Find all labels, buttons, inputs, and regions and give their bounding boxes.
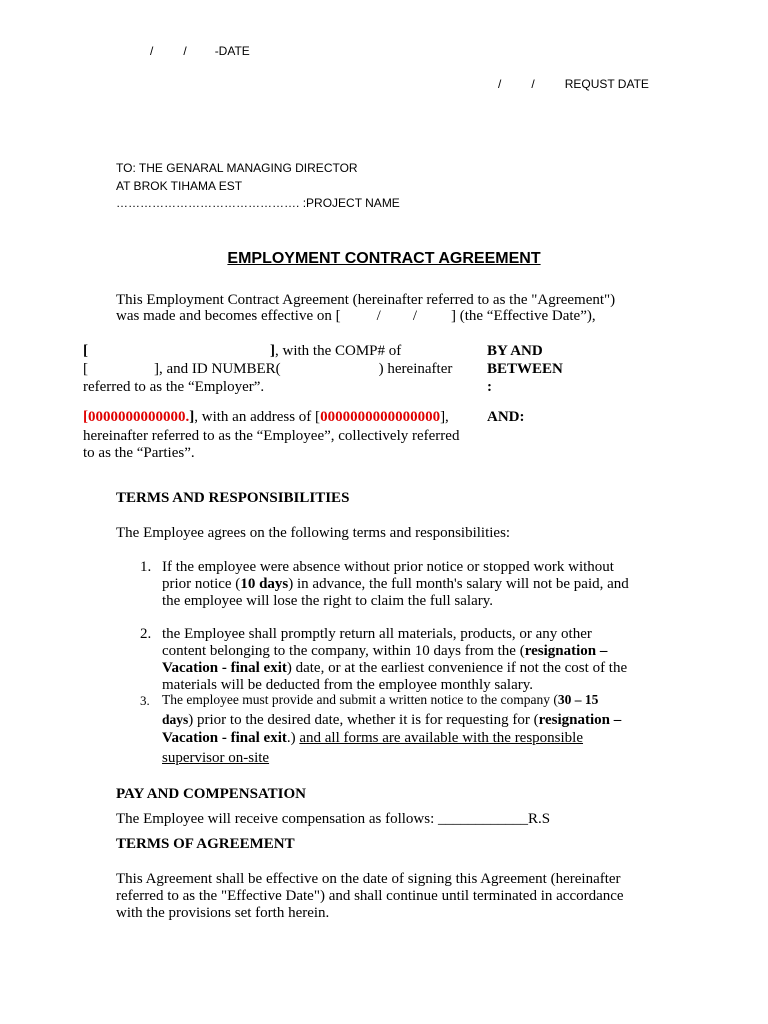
terms-of-agreement-heading: TERMS OF AGREEMENT bbox=[116, 836, 295, 852]
project-label: :PROJECT NAME bbox=[302, 196, 400, 210]
between-label: BETWEEN bbox=[487, 361, 563, 377]
pay-line: The Employee will receive compensation as follows: ____________R.S bbox=[116, 811, 551, 827]
project-dots: ………………………………………. bbox=[116, 196, 300, 210]
request-date-line bbox=[498, 77, 649, 91]
employee-line-1: [0000000000000.], with an address of [0000000000000000], bbox=[83, 409, 449, 425]
agreement-line-3: with the provisions set forth herein. bbox=[116, 905, 330, 921]
intro-line-2: was made and becomes effective on [ / / ] (the “Effective Date”), bbox=[116, 308, 596, 324]
agreement-line-2: referred to as the "Effective Date") and shall continue until terminated in accordance bbox=[116, 888, 624, 904]
employee-code: 0000000000000. bbox=[88, 409, 190, 425]
item3-line-1: The employee must provide and submit a written notice to the company (30 – 15 bbox=[162, 692, 599, 707]
list-item-number: 2. bbox=[140, 626, 152, 642]
date-label: -DATE bbox=[214, 44, 250, 58]
employer-line-1: [ ], with the COMP# of bbox=[83, 343, 402, 359]
and-label: AND: bbox=[487, 409, 525, 425]
item2-line-3: Vacation - final exit) date, or at the earliest convenience if not the cost of the bbox=[162, 660, 628, 676]
item3-line-3: Vacation - final exit.) and all forms are available with the responsible bbox=[162, 730, 584, 746]
list-item-number: 3. bbox=[140, 693, 150, 708]
document-title: EMPLOYMENT CONTRACT AGREEMENT bbox=[227, 250, 541, 267]
terms-heading: TERMS AND RESPONSIBILITIES bbox=[116, 490, 350, 506]
list-item-number: 1. bbox=[140, 559, 152, 575]
request-date-label: REQUST DATE bbox=[564, 77, 649, 91]
employer-line-2: [ ], and ID NUMBER( ) hereinafter bbox=[83, 361, 453, 377]
employee-address-code: 0000000000000000 bbox=[320, 409, 441, 425]
date-slash: / bbox=[183, 44, 187, 58]
project-line bbox=[116, 196, 400, 210]
date-line bbox=[150, 44, 250, 58]
employee-line-2: hereinafter referred to as the “Employee”, collectively referred bbox=[83, 428, 460, 444]
employee-line-3: to as the “Parties”. bbox=[83, 445, 195, 461]
item1-line-3: the employee will lose the right to claim the full salary. bbox=[162, 593, 494, 609]
item2-line-4: materials will be deducted from the employee monthly salary. bbox=[162, 677, 533, 693]
employer-line-3: referred to as the “Employer”. bbox=[83, 379, 265, 395]
date-slash: / bbox=[531, 77, 535, 91]
item1-line-1: If the employee were absence without prior notice or stopped work without bbox=[162, 559, 614, 575]
item1-line-2: prior notice (10 days) in advance, the full month's salary will not be paid, and bbox=[162, 576, 629, 592]
item2-line-1: the Employee shall promptly return all materials, products, or any other bbox=[162, 626, 592, 642]
to-line: TO: THE GENARAL MANAGING DIRECTOR bbox=[116, 161, 358, 175]
between-colon: : bbox=[487, 379, 492, 395]
item2-line-2: content belonging to the company, within 10 days from the (resignation – bbox=[162, 643, 608, 659]
date-slash: / bbox=[150, 44, 154, 58]
item3-line-4: supervisor on-site bbox=[162, 750, 270, 766]
agreement-line-1: This Agreement shall be effective on the date of signing this Agreement (hereinafter bbox=[116, 871, 621, 887]
pay-heading: PAY AND COMPENSATION bbox=[116, 786, 307, 802]
terms-intro: The Employee agrees on the following terms and responsibilities: bbox=[116, 525, 511, 541]
intro-line-1: This Employment Contract Agreement (hereinafter referred to as the "Agreement") bbox=[116, 292, 616, 308]
at-line: AT BROK TIHAMA EST bbox=[116, 179, 243, 193]
by-and-label: BY AND bbox=[487, 343, 543, 359]
item3-line-2: days) prior to the desired date, whether it is for requesting for (resignation – bbox=[162, 712, 622, 728]
date-slash: / bbox=[498, 77, 502, 91]
